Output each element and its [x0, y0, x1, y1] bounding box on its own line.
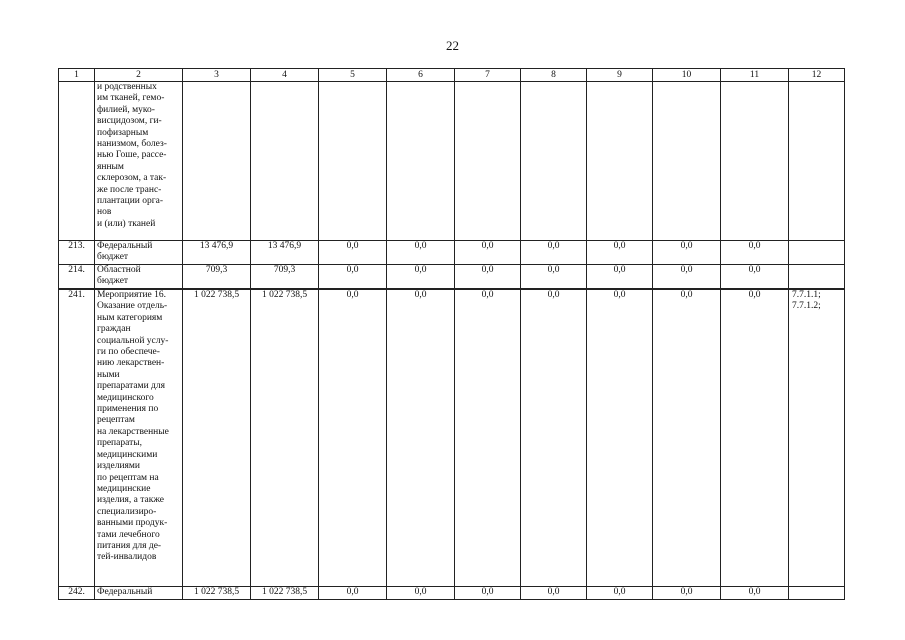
column-header: 11: [721, 69, 789, 82]
table-cell: 0,0: [587, 587, 653, 600]
row-number: [59, 82, 95, 241]
table-row: [59, 241, 845, 265]
table-cell: 1 022 738,5: [183, 289, 251, 587]
table-cell: 0,0: [455, 265, 521, 290]
row-number: 241.: [59, 289, 95, 587]
table-cell: [319, 82, 387, 241]
table-cell: 0,0: [319, 587, 387, 600]
table-cell: 709,3: [183, 265, 251, 290]
table-cell: 1 022 738,5: [183, 587, 251, 600]
table-cell: [789, 82, 845, 241]
budget-table: [58, 68, 845, 600]
table-cell: 0,0: [653, 289, 721, 587]
column-header: 5: [319, 69, 387, 82]
table-cell: 0,0: [387, 289, 455, 587]
table-cell: 0,0: [587, 265, 653, 290]
column-header: 2: [95, 69, 183, 82]
row-description: Федеральный: [95, 587, 183, 600]
row-number: 213.: [59, 241, 95, 265]
table-cell: 0,0: [653, 587, 721, 600]
row-description: Областной бюджет: [95, 265, 183, 290]
column-header: 9: [587, 69, 653, 82]
row-description: Федеральный бюджет: [95, 241, 183, 265]
table-cell: 0,0: [521, 241, 587, 265]
row-number: 214.: [59, 265, 95, 290]
page-number: 22: [446, 38, 459, 53]
column-header: 6: [387, 69, 455, 82]
table-cell: [455, 82, 521, 241]
table-cell: 0,0: [319, 241, 387, 265]
table-cell: [183, 82, 251, 241]
table-cell: 0,0: [521, 265, 587, 290]
table-cell: [653, 82, 721, 241]
table-cell: 0,0: [721, 289, 789, 587]
table-cell: 0,0: [319, 289, 387, 587]
table-cell: 0,0: [721, 587, 789, 600]
table-cell: 0,0: [455, 289, 521, 587]
column-header: 3: [183, 69, 251, 82]
table-header-row: [59, 69, 845, 82]
column-header: 8: [521, 69, 587, 82]
table-cell: 0,0: [387, 241, 455, 265]
table-cell: 13 476,9: [251, 241, 319, 265]
table-cell: 0,0: [587, 289, 653, 587]
column-header: 1: [59, 69, 95, 82]
table-cell: [789, 265, 845, 290]
row-description: и родственных им тканей, гемо- филией, муко- висцидозом, ги- пофизарным нанизмом, болез- нью Гоше, рассе- янным склерозом, а так- же после транс- плантации орга- нов и (или) тканей: [95, 82, 183, 241]
table-cell: 0,0: [387, 265, 455, 290]
table-cell: 0,0: [653, 241, 721, 265]
table-cell: 709,3: [251, 265, 319, 290]
table-cell: 0,0: [587, 241, 653, 265]
table-cell: 0,0: [319, 265, 387, 290]
column-header: 10: [653, 69, 721, 82]
table-row: [59, 289, 845, 587]
table-cell: 0,0: [721, 241, 789, 265]
column-header: 4: [251, 69, 319, 82]
table-cell: 13 476,9: [183, 241, 251, 265]
table-row: [59, 587, 845, 600]
table-cell: 1 022 738,5: [251, 289, 319, 587]
table-row: [59, 265, 845, 290]
column-header: 7: [455, 69, 521, 82]
table-cell: 0,0: [455, 587, 521, 600]
table-cell: 0,0: [521, 289, 587, 587]
table-cell: [587, 82, 653, 241]
table-cell: 0,0: [387, 587, 455, 600]
row-number: 242.: [59, 587, 95, 600]
table-cell: [521, 82, 587, 241]
table-cell: 0,0: [521, 587, 587, 600]
table-cell: 0,0: [455, 241, 521, 265]
table-cell: [721, 82, 789, 241]
table-cell: 0,0: [721, 265, 789, 290]
table-cell: [387, 82, 455, 241]
table-cell: [789, 587, 845, 600]
table-row: [59, 82, 845, 241]
table-cell: 7.7.1.1; 7.7.1.2;: [789, 289, 845, 587]
table-cell: 0,0: [653, 265, 721, 290]
row-description: Мероприятие 16. Оказание отдель- ным категориям граждан социальной услу- ги по обеспече- нию лекарствен- ными препаратами для медицинского применения по рецептам на лекарственные препараты, медицинскими изделиями по рецептам на медицинские изделия, а также специализиро- ванными продук- тами лечебного питания для де- тей-инвалидов: [95, 289, 183, 587]
column-header: 12: [789, 69, 845, 82]
table-cell: [251, 82, 319, 241]
table-cell: 1 022 738,5: [251, 587, 319, 600]
table-cell: [789, 241, 845, 265]
